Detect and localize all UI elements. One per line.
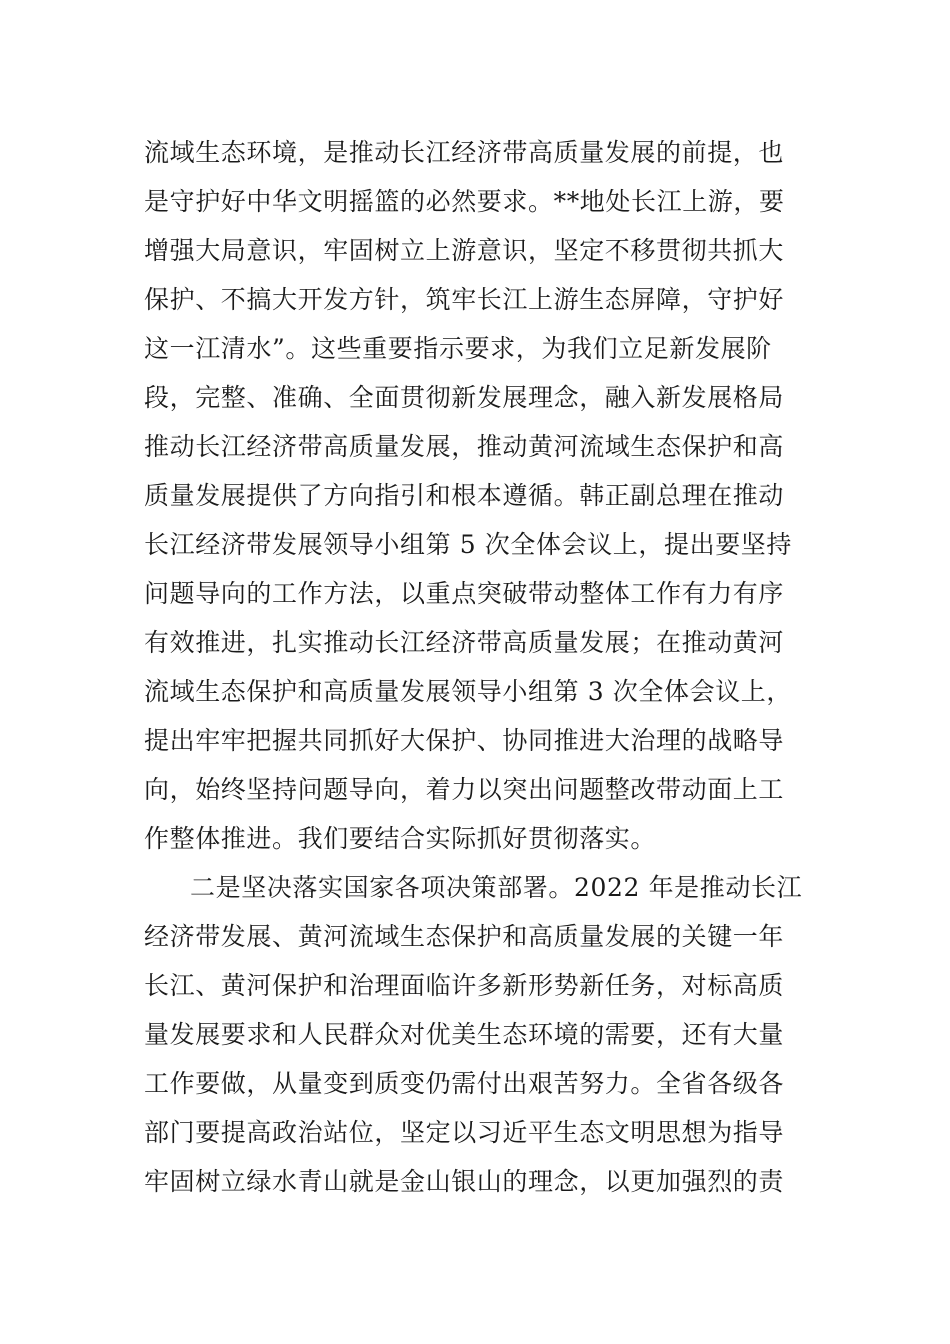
text-line: 是守护好中华文明摇篮的必然要求。**地处长江上游，要	[144, 187, 785, 216]
text-line: 有效推进，扎实推动长江经济带高质量发展；在推动黄河	[144, 628, 785, 657]
paragraph-start-line: 二是坚决落实国家各项决策部署。2022 年是推动长江	[190, 873, 803, 902]
body-text	[144, 128, 814, 1206]
text-line: 工作要做，从量变到质变仍需付出艰苦努力。全省各级各	[144, 1069, 785, 1098]
text-line: 增强大局意识，牢固树立上游意识，坚定不移贯彻共抓大	[144, 236, 785, 265]
text-line: 流域生态保护和高质量发展领导小组第 3 次全体会议上，	[144, 677, 793, 706]
text-line: 牢固树立绿水青山就是金山银山的理念，以更加强烈的责	[144, 1167, 785, 1196]
text-line: 向，始终坚持问题导向，着力以突出问题整改带动面上工	[144, 775, 785, 804]
text-line: 流域生态环境，是推动长江经济带高质量发展的前提，也	[144, 138, 785, 167]
text-line: 提出牢牢把握共同抓好大保护、协同推进大治理的战略导	[144, 726, 785, 755]
text-line: 这一江清水”。这些重要指示要求，为我们立足新发展阶	[144, 334, 772, 363]
text-line: 长江、黄河保护和治理面临许多新形势新任务，对标高质	[144, 971, 785, 1000]
text-line: 问题导向的工作方法，以重点突破带动整体工作有力有序	[144, 579, 785, 608]
text-line: 段，完整、准确、全面贯彻新发展理念，融入新发展格局	[144, 383, 785, 412]
text-line: 作整体推进。我们要结合实际抓好贯彻落实。	[144, 824, 657, 853]
text-line: 经济带发展、黄河流域生态保护和高质量发展的关键一年	[144, 922, 785, 951]
text-line: 质量发展提供了方向指引和根本遵循。韩正副总理在推动	[144, 481, 785, 510]
text-line: 量发展要求和人民群众对优美生态环境的需要，还有大量	[144, 1020, 785, 1049]
text-line: 推动长江经济带高质量发展，推动黄河流域生态保护和高	[144, 432, 785, 461]
text-line: 部门要提高政治站位，坚定以习近平生态文明思想为指导	[144, 1118, 785, 1147]
text-line: 保护、不搞大开发方针，筑牢长江上游生态屏障，守护好	[144, 285, 785, 314]
text-line: 长江经济带发展领导小组第 5 次全体会议上，提出要坚持	[144, 530, 793, 559]
